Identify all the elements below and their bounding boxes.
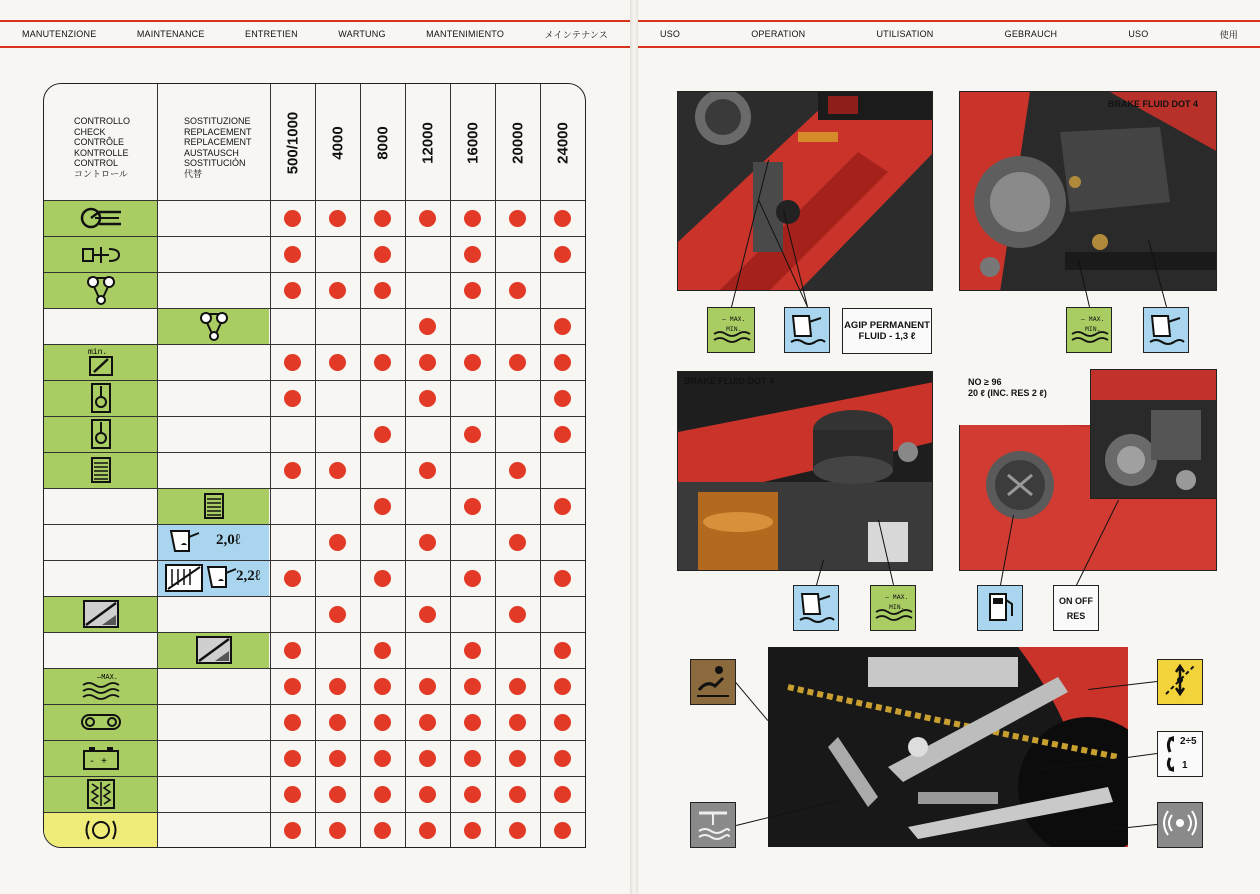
leader-line bbox=[735, 682, 768, 721]
table-column-divider bbox=[405, 84, 406, 847]
maintenance-dot bbox=[464, 786, 481, 803]
interval-header bbox=[540, 90, 585, 196]
min-label: MIN. bbox=[1085, 326, 1101, 333]
maintenance-dot bbox=[509, 822, 526, 839]
right-header-bar bbox=[638, 20, 1260, 48]
interval-label: 8000 bbox=[374, 126, 391, 160]
tyre-icon bbox=[64, 778, 137, 810]
maintenance-dot bbox=[329, 462, 346, 479]
maintenance-dot bbox=[509, 678, 526, 695]
svg-text:- +: - + bbox=[88, 757, 107, 768]
water-fill-icon bbox=[787, 310, 827, 351]
fuel-tap-on: ON bbox=[1058, 595, 1073, 606]
header-language-label: WARTUNG bbox=[338, 29, 386, 39]
interval-label: 24000 bbox=[554, 122, 571, 164]
maintenance-dot bbox=[284, 570, 301, 587]
maintenance-dot bbox=[509, 462, 526, 479]
table-column-divider bbox=[270, 84, 271, 847]
timing-belt-icon bbox=[184, 310, 244, 342]
header-line: コントロール bbox=[74, 168, 128, 179]
maintenance-dot bbox=[374, 822, 391, 839]
maintenance-dot bbox=[419, 534, 436, 551]
maintenance-dot bbox=[554, 318, 571, 335]
header-line: SOSTITUCIÓN bbox=[184, 158, 246, 168]
header-language-label: メインテナンス bbox=[544, 29, 608, 40]
photo-coolant-reservoir bbox=[677, 91, 933, 291]
idle-min-icon bbox=[64, 346, 137, 378]
header-language-label: 使用 bbox=[1219, 29, 1238, 40]
interval-label: 4000 bbox=[329, 126, 346, 160]
maintenance-dot bbox=[554, 354, 571, 371]
maintenance-dot bbox=[464, 678, 481, 695]
fuel-octane-label: NO ≥ 96 bbox=[968, 377, 1002, 387]
fuel-tap-on-off-row bbox=[1059, 596, 1093, 606]
maintenance-dot bbox=[464, 714, 481, 731]
maintenance-dot bbox=[284, 390, 301, 407]
maintenance-dot bbox=[464, 822, 481, 839]
maintenance-table bbox=[43, 83, 586, 848]
min-label: MIN. bbox=[889, 604, 905, 611]
battery-icon bbox=[64, 742, 137, 774]
maintenance-dot bbox=[419, 714, 436, 731]
maintenance-dot bbox=[554, 750, 571, 767]
timing-belt-icon bbox=[64, 274, 137, 306]
interval-header bbox=[495, 90, 540, 196]
agip-line2: FLUID - 1,3 ℓ bbox=[858, 331, 916, 342]
interval-header bbox=[405, 90, 450, 196]
header-language-label: OPERATION bbox=[751, 29, 806, 39]
fuel-tap-res: RES bbox=[1066, 610, 1086, 621]
header-language-label: ENTRETIEN bbox=[245, 29, 298, 39]
header-line: SOSTITUZIONE bbox=[184, 116, 251, 126]
maintenance-dot bbox=[464, 750, 481, 767]
photo-fuel-tap bbox=[1090, 369, 1217, 499]
gear-range-label: 2÷5 bbox=[1180, 736, 1197, 747]
interval-header bbox=[315, 90, 360, 196]
maintenance-dot bbox=[509, 282, 526, 299]
coolant-level-callout bbox=[707, 307, 755, 353]
agip-fluid-box bbox=[842, 308, 932, 354]
maintenance-dot bbox=[284, 822, 301, 839]
interval-header bbox=[450, 90, 495, 196]
wrench-icon bbox=[64, 202, 137, 234]
min-label: MIN. bbox=[726, 326, 742, 333]
table-row-divider bbox=[44, 560, 585, 561]
maintenance-dot bbox=[374, 678, 391, 695]
maintenance-dot bbox=[554, 246, 571, 263]
maintenance-dot bbox=[284, 282, 301, 299]
maintenance-dot bbox=[554, 570, 571, 587]
interval-header bbox=[270, 90, 315, 196]
maintenance-dot bbox=[554, 426, 571, 443]
rider-seat-callout bbox=[690, 659, 736, 705]
chain-icon bbox=[64, 706, 137, 738]
photo-footrest-stand bbox=[768, 647, 1128, 847]
table-column-divider bbox=[315, 84, 316, 847]
brake-fill-callout-rear bbox=[1143, 307, 1189, 353]
table-column-divider bbox=[157, 84, 158, 847]
maintenance-dot bbox=[464, 570, 481, 587]
fuel-fill-callout bbox=[977, 585, 1023, 631]
oil-can-icon bbox=[162, 526, 206, 558]
maintenance-dot bbox=[554, 822, 571, 839]
fuel-tap-positions bbox=[1053, 585, 1099, 631]
maintenance-dot bbox=[419, 318, 436, 335]
maintenance-dot bbox=[284, 354, 301, 371]
maintenance-dot bbox=[464, 642, 481, 659]
maintenance-dot bbox=[464, 246, 481, 263]
maintenance-dot bbox=[329, 210, 346, 227]
maintenance-dot bbox=[374, 246, 391, 263]
maintenance-dot bbox=[284, 210, 301, 227]
maintenance-dot bbox=[284, 750, 301, 767]
oil-quantity-label: 2,0ℓ bbox=[216, 532, 241, 548]
maintenance-dot bbox=[374, 750, 391, 767]
left-header-bar bbox=[0, 20, 630, 48]
maintenance-dot bbox=[329, 606, 346, 623]
maintenance-dot bbox=[464, 210, 481, 227]
max-label: — MAX. bbox=[1081, 316, 1105, 323]
fuel-capacity-label: 20 ℓ (INC. RES 2 ℓ) bbox=[968, 388, 1047, 398]
header-line: REPLACEMENT bbox=[184, 126, 252, 137]
agip-line1: AGIP PERMANENT bbox=[844, 320, 930, 331]
air-filter-icon bbox=[184, 490, 244, 522]
table-column-divider bbox=[450, 84, 451, 847]
oil-can-icon bbox=[204, 563, 238, 593]
maintenance-dot bbox=[284, 786, 301, 803]
maintenance-dot bbox=[374, 210, 391, 227]
coolant-fill-callout bbox=[784, 307, 830, 353]
maintenance-dot bbox=[419, 606, 436, 623]
coolant-level-icon bbox=[64, 670, 137, 702]
maintenance-dot bbox=[419, 822, 436, 839]
maintenance-dot bbox=[284, 462, 301, 479]
water-fill-icon bbox=[1146, 310, 1186, 351]
table-column-divider bbox=[360, 84, 361, 847]
maintenance-dot bbox=[554, 390, 571, 407]
maintenance-dot bbox=[464, 354, 481, 371]
header-line: CONTROLLO bbox=[74, 116, 131, 126]
photo-front-brake-reservoir bbox=[677, 371, 933, 571]
maintenance-dot bbox=[509, 210, 526, 227]
maintenance-dot bbox=[329, 822, 346, 839]
max-label: — MAX. bbox=[722, 316, 746, 323]
maintenance-dot bbox=[554, 786, 571, 803]
oil-filter-icon bbox=[162, 562, 206, 594]
maintenance-dot bbox=[284, 642, 301, 659]
maintenance-dot bbox=[329, 750, 346, 767]
header-line: REPLACEMENT bbox=[184, 137, 252, 147]
header-language-label: MANUTENZIONE bbox=[22, 29, 97, 39]
brake-icon bbox=[64, 814, 137, 846]
maintenance-dot bbox=[509, 606, 526, 623]
maintenance-dot bbox=[329, 678, 346, 695]
table-row-divider bbox=[44, 308, 585, 309]
fuel-tap-off: OFF bbox=[1075, 595, 1093, 606]
passenger-callout bbox=[690, 802, 736, 848]
table-row-divider bbox=[44, 632, 585, 633]
maintenance-dot bbox=[329, 354, 346, 371]
replace-column-header bbox=[184, 116, 252, 179]
maintenance-dot bbox=[374, 786, 391, 803]
maintenance-dot bbox=[554, 714, 571, 731]
header-line: AUSTAUSCH bbox=[184, 147, 239, 158]
fuel-filter-icon bbox=[64, 598, 137, 630]
header-line: CONTROL bbox=[74, 158, 119, 168]
maintenance-dot bbox=[374, 426, 391, 443]
interval-label: 16000 bbox=[464, 122, 481, 164]
max-label: — MAX. bbox=[885, 594, 909, 601]
header-language-label: MANTENIMIENTO bbox=[426, 29, 505, 39]
svg-text:min.: min. bbox=[87, 348, 107, 357]
interval-label: 20000 bbox=[509, 122, 526, 164]
header-language-label: GEBRAUCH bbox=[1004, 29, 1058, 39]
gear-shift-icon bbox=[1160, 660, 1200, 705]
maintenance-dot bbox=[464, 282, 481, 299]
header-line: CONTRÔLE bbox=[74, 137, 125, 147]
maintenance-dot bbox=[419, 462, 436, 479]
maintenance-dot bbox=[509, 750, 526, 767]
maintenance-dot bbox=[419, 354, 436, 371]
maintenance-dot bbox=[284, 678, 301, 695]
header-line: 代替 bbox=[184, 168, 203, 179]
maintenance-dot bbox=[419, 786, 436, 803]
maintenance-dot bbox=[509, 714, 526, 731]
table-column-divider bbox=[495, 84, 496, 847]
maintenance-dot bbox=[554, 498, 571, 515]
maintenance-dot bbox=[374, 282, 391, 299]
header-line: KONTROLLE bbox=[74, 147, 129, 158]
horn-icon bbox=[1160, 803, 1200, 848]
maintenance-dot bbox=[554, 642, 571, 659]
water-fill-icon bbox=[796, 588, 836, 629]
oil-quantity-label: 2,2ℓ bbox=[236, 568, 261, 584]
maintenance-dot bbox=[509, 786, 526, 803]
interval-label: 12000 bbox=[419, 122, 436, 164]
maintenance-dot bbox=[419, 678, 436, 695]
maintenance-dot bbox=[329, 786, 346, 803]
gear-pattern-box bbox=[1157, 731, 1203, 777]
maintenance-dot bbox=[374, 642, 391, 659]
check-column-header bbox=[74, 116, 130, 179]
maintenance-dot bbox=[374, 570, 391, 587]
svg-text:—MAX.: —MAX. bbox=[96, 674, 118, 682]
maintenance-dot bbox=[509, 354, 526, 371]
maintenance-dot bbox=[419, 390, 436, 407]
brake-fluid-label-top: BRAKE FLUID DOT 4 bbox=[1108, 99, 1198, 109]
valve-clearance-icon bbox=[64, 238, 137, 270]
maintenance-dot bbox=[374, 714, 391, 731]
header-language-label: USO bbox=[660, 29, 681, 39]
maintenance-dot bbox=[419, 210, 436, 227]
maintenance-dot bbox=[554, 678, 571, 695]
table-row-divider bbox=[44, 488, 585, 489]
interval-label: 500/1000 bbox=[284, 111, 301, 175]
horn-callout bbox=[1157, 802, 1203, 848]
maintenance-dot bbox=[464, 426, 481, 443]
brake-level-callout-rear bbox=[1066, 307, 1112, 353]
page-gutter bbox=[630, 0, 638, 894]
maintenance-dot bbox=[284, 246, 301, 263]
brake-level-callout-front bbox=[870, 585, 916, 631]
maintenance-dot bbox=[374, 498, 391, 515]
fuel-pump-icon bbox=[982, 588, 1018, 629]
header-language-label: USO bbox=[1128, 29, 1149, 39]
right-page bbox=[638, 0, 1260, 894]
maintenance-dot bbox=[509, 534, 526, 551]
maintenance-dot bbox=[419, 750, 436, 767]
maintenance-dot bbox=[374, 354, 391, 371]
table-row-divider bbox=[44, 524, 585, 525]
header-language-label: MAINTENANCE bbox=[136, 29, 205, 39]
header-language-label: UTILISATION bbox=[876, 29, 934, 39]
air-filter-icon bbox=[64, 454, 137, 486]
maintenance-dot bbox=[554, 210, 571, 227]
brake-fill-callout-front bbox=[793, 585, 839, 631]
passenger-icon bbox=[693, 803, 733, 848]
maintenance-dot bbox=[284, 714, 301, 731]
interval-header bbox=[360, 90, 405, 196]
table-column-divider bbox=[540, 84, 541, 847]
maintenance-dot bbox=[329, 714, 346, 731]
maintenance-dot bbox=[464, 498, 481, 515]
photo-brake-master-cylinder bbox=[959, 91, 1217, 291]
gear-shift-callout bbox=[1157, 659, 1203, 705]
header-line: CHECK bbox=[74, 126, 106, 137]
brake-fluid-label-mid: BRAKE FLUID DOT 4 bbox=[684, 376, 774, 386]
fuel-filter-icon bbox=[184, 634, 244, 666]
rider-icon bbox=[693, 660, 733, 705]
spark-plug-icon bbox=[64, 418, 137, 450]
maintenance-dot bbox=[329, 282, 346, 299]
gear-one-label: 1 bbox=[1182, 760, 1188, 771]
maintenance-dot bbox=[329, 534, 346, 551]
spark-plug-icon bbox=[64, 382, 137, 414]
